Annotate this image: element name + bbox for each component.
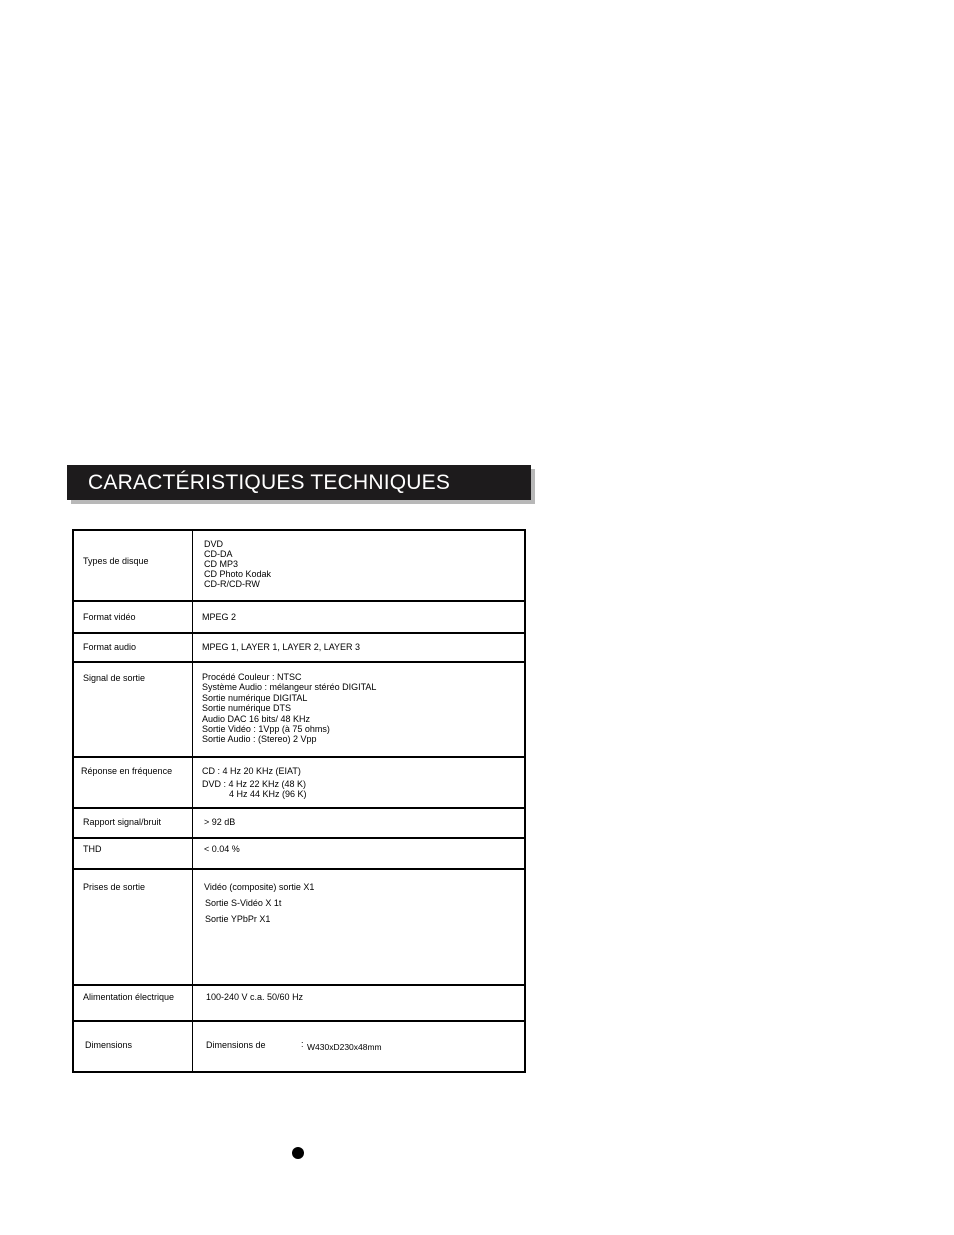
output-signal-line: Système Audio : mélangeur stéréo DIGITAL — [202, 682, 377, 693]
row-divider — [74, 984, 524, 986]
dimensions-value: W430xD230x48mm — [307, 1042, 382, 1052]
snr-label: Rapport signal/bruit — [83, 817, 162, 827]
column-divider — [192, 531, 193, 1072]
output-signal-value — [202, 672, 376, 745]
disc-types-label: Types de disque — [83, 556, 149, 566]
video-format-value: MPEG 2 — [202, 612, 237, 622]
dimensions-separator: : — [301, 1039, 304, 1049]
disc-types-value — [204, 539, 271, 589]
frequency-response-dvd: DVD : 4 Hz 22 KHz (48 K) — [202, 779, 307, 789]
output-signal-line: Sortie Vidéo : 1Vpp (à 75 ohms) — [202, 724, 330, 735]
section-title-bar — [67, 465, 531, 500]
section-title: CARACTÉRISTIQUES TECHNIQUES — [88, 471, 451, 494]
dimensions-label: Dimensions — [85, 1040, 133, 1050]
output-jack-item: Vidéo (composite) sortie X1 — [204, 882, 315, 892]
row-divider — [74, 807, 524, 809]
row-divider — [74, 868, 524, 870]
row-divider — [74, 632, 524, 634]
frequency-response-dvd-96k: 4 Hz 44 KHz (96 K) — [229, 789, 307, 799]
thd-value: < 0.04 % — [204, 844, 240, 854]
power-value: 100-240 V c.a. 50/60 Hz — [206, 992, 304, 1002]
frequency-response-cd: CD : 4 Hz 20 KHz (EIAT) — [202, 766, 301, 776]
output-signal-line: Sortie numérique DTS — [202, 703, 292, 714]
row-divider — [74, 600, 524, 602]
output-signal-label: Signal de sortie — [83, 673, 146, 683]
audio-format-label: Format audio — [83, 642, 137, 652]
output-jacks-label: Prises de sortie — [83, 882, 146, 892]
page-bullet-icon — [292, 1147, 304, 1159]
row-divider — [74, 837, 524, 839]
disc-type-item: DVD — [204, 539, 224, 549]
frequency-response-label: Réponse en fréquence — [81, 766, 173, 776]
disc-type-item: CD Photo Kodak — [204, 569, 272, 579]
disc-type-item: CD-R/CD-RW — [204, 579, 260, 589]
power-label: Alimentation électrique — [83, 992, 175, 1002]
video-format-label: Format vidéo — [83, 612, 136, 622]
disc-type-item: CD-DA — [204, 549, 233, 559]
specifications-table — [72, 529, 526, 1073]
snr-value: > 92 dB — [204, 817, 236, 827]
output-signal-line: Sortie numérique DIGITAL — [202, 692, 308, 703]
row-divider — [74, 1020, 524, 1022]
output-signal-line: Procédé Couleur : NTSC — [202, 672, 302, 682]
output-jack-item: Sortie S-Vidéo X 1t — [205, 898, 282, 908]
output-signal-line: Audio DAC 16 bits/ 48 KHz — [202, 713, 311, 724]
row-divider — [74, 661, 524, 663]
row-divider — [74, 756, 524, 758]
dimensions-value-label: Dimensions de — [206, 1040, 266, 1050]
disc-type-item: CD MP3 — [204, 559, 239, 569]
thd-label: THD — [83, 844, 102, 854]
output-signal-line: Sortie Audio : (Stereo) 2 Vpp — [202, 734, 317, 745]
audio-format-value: MPEG 1, LAYER 1, LAYER 2, LAYER 3 — [202, 642, 361, 652]
output-jack-item: Sortie YPbPr X1 — [205, 914, 271, 924]
